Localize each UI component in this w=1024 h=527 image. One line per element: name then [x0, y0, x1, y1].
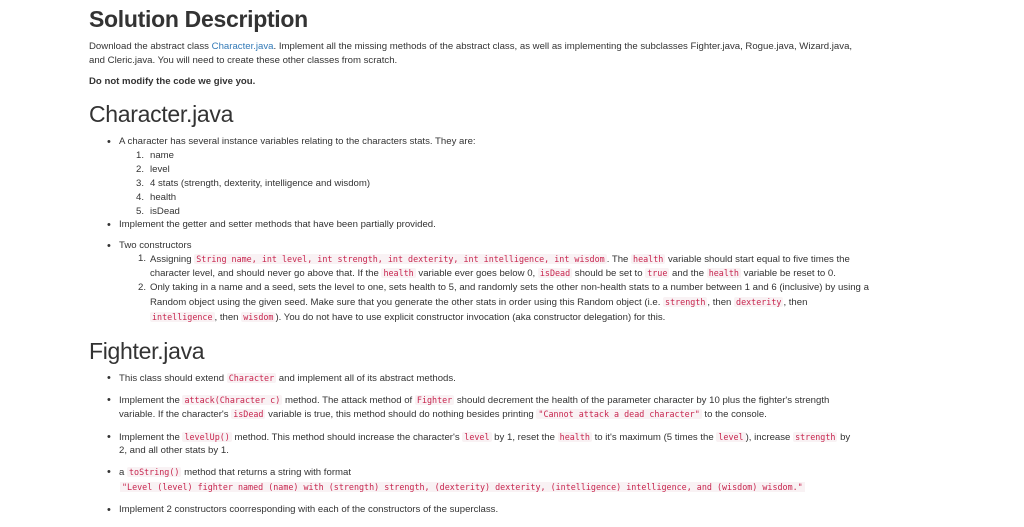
- warning-text: Do not modify the code we give you.: [89, 76, 256, 87]
- fighter-heading: Fighter.java: [89, 338, 205, 364]
- constructor-2-line-1: 2. Only taking in a name and a seed, sets the level to one, sets health to 5, and randomly sets the other non-health stats to a number between 1 and 6 (inclusive) by using a: [138, 282, 869, 293]
- fighter-bullet-attack: • Implement the attack(Character c) method. The attack method of Fighter should decrement the health of the parameter character by 10 plus the fighter's strength: [119, 393, 929, 408]
- stat-item: 4. health: [136, 192, 177, 203]
- stat-item: 1. name: [136, 150, 174, 161]
- fighter-bullet-attack-line-2: variable. If the character's isDead variable is true, this method should do nothing besides printing "Cannot attack a dead character" to the console.: [119, 409, 767, 420]
- tostring-format: "Level (level) fighter named (name) with (strength) strength, (dexterity) dexterity, (intelligence) intelligence, and (wisdom) wisdom.": [122, 482, 803, 492]
- fighter-bullet-constructors: • Implement 2 constructors coorresponding with each of the constructors of the superclass.: [119, 503, 929, 517]
- left-margin: [0, 0, 71, 527]
- character-bullet-vars: • A character has several instance variables relating to the characters stats. They are:: [119, 135, 476, 149]
- constructor-1-line-2: character level, and should never go above that. If the health variable ever goes below 0, isDead should be set to true and the health variable be reset to 0.: [150, 268, 836, 279]
- constructor-2-line-2: Random object using the given seed. Make sure that you generate the other stats in order using this Random object (i.e. strength , then dexterity , then: [150, 297, 808, 308]
- stat-item: 5. isDead: [136, 206, 180, 217]
- character-java-link[interactable]: Character.java: [211, 41, 274, 52]
- character-bullet-getters: • Implement the getter and setter methods that have been partially provided.: [119, 218, 436, 232]
- intro-line-2: and Cleric.java. You will need to create these other classes from scratch.: [89, 55, 398, 66]
- stat-item: 3. 4 stats (strength, dexterity, intelligence and wisdom): [136, 178, 371, 189]
- intro-paragraph: [89, 40, 939, 54]
- fighter-bullet-levelup-line-2: 2, and all other stats by 1.: [119, 445, 229, 456]
- stat-item: 2. level: [136, 164, 170, 175]
- intro-text-2: . Implement all the missing methods of the abstract class, as well as implementing the subclasses Fighter.java, Rogue.java, Wizard.java,: [273, 41, 853, 52]
- fighter-bullet-levelup: • Implement the levelUp() method. This method should increase the character's level by 1, reset the health to it's maximum (5 times the level ), increase strength by: [119, 430, 929, 445]
- intro-text: Download the abstract class: [89, 41, 212, 52]
- document-page: [71, 0, 951, 527]
- fighter-bullet-extend: • This class should extend Character and implement all of its abstract methods.: [119, 371, 919, 386]
- fighter-bullet-tostring: • a toString() method that returns a string with format: [119, 465, 929, 480]
- right-margin: [951, 0, 1024, 527]
- constructor-1-line-1: 1. Assigning String name, int level, int strength, int dexterity, int intelligence, int wisdom . The health variable should start equal to five times the: [138, 253, 850, 265]
- character-heading: Character.java: [89, 101, 234, 127]
- character-bullet-constructors: • Two constructors: [119, 239, 192, 253]
- constructor-2-line-3: intelligence , then wisdom ). You do not have to use explicit constructor invocation (aka constructor delegation) for this.: [152, 312, 666, 323]
- page-title: Solution Description: [89, 6, 308, 32]
